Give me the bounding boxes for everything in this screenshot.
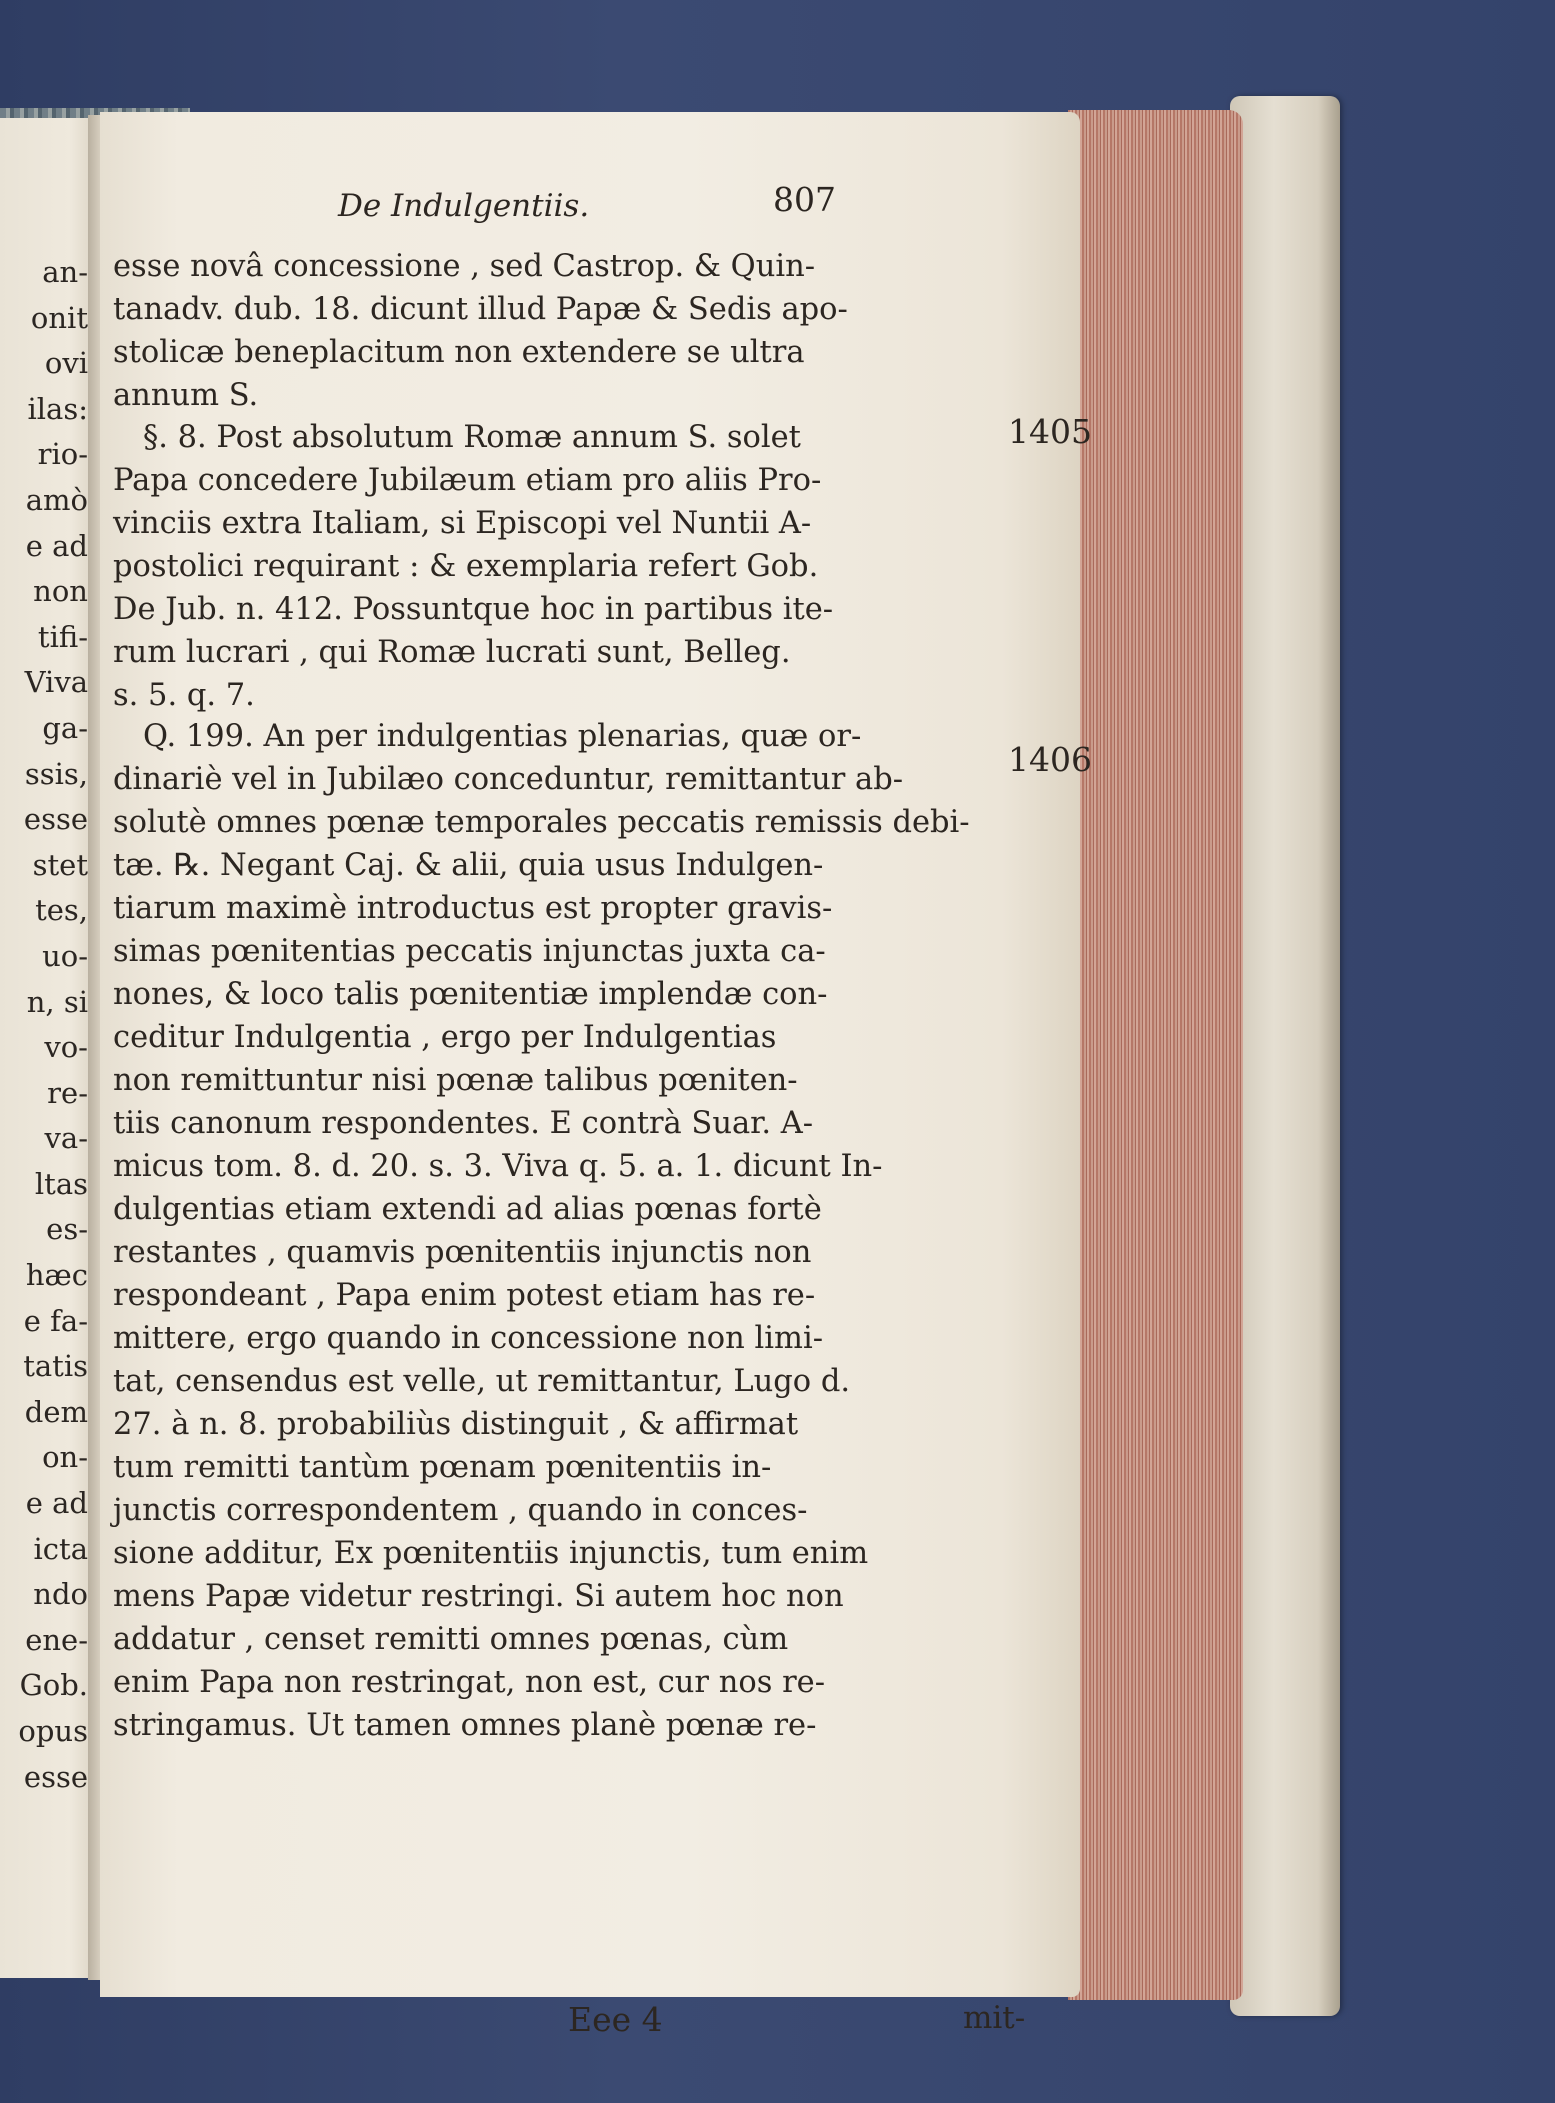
previous-page-fragment: ilas:	[27, 391, 88, 426]
previous-page-fragment: uo-	[42, 938, 88, 973]
text-line: s. 5. q. 7.	[113, 678, 255, 713]
text-line: restantes , quamvis pœnitentiis injunctis non	[113, 1235, 812, 1270]
text-line: respondeant , Papa enim potest etiam has re-	[113, 1278, 816, 1313]
previous-page-fragment: an-	[42, 255, 88, 289]
text-line: tiarum maximè introductus est propter gravis-	[113, 891, 833, 926]
previous-page-fragment: re-	[47, 1075, 88, 1110]
marginal-number: 1405	[1008, 412, 1092, 451]
text-line: stringamus. Ut tamen omnes planè pœnæ re-	[113, 1708, 817, 1743]
text-line: esse novâ concessione , sed Castrop. & Quin-	[113, 249, 816, 284]
text-line: postolici requirant : & exemplaria refert Gob.	[113, 549, 819, 584]
previous-page-fragment: e ad	[25, 1486, 88, 1521]
text-line: Papa concedere Jubilæum etiam pro aliis Pro-	[113, 463, 822, 498]
previous-page-fragment: es-	[46, 1212, 88, 1247]
previous-page-fragment: ndo	[33, 1577, 88, 1612]
text-line: §. 8. Post absolutum Romæ annum S. solet	[143, 420, 801, 455]
text-line: addatur , censet remitti omnes pœnas, cùm	[113, 1622, 789, 1657]
text-line: dinariè vel in Jubilæo conceduntur, remittantur ab-	[113, 762, 904, 797]
text-line: mens Papæ videtur restringi. Si autem hoc non	[113, 1579, 844, 1614]
page-number: 807	[773, 180, 836, 219]
text-line: tanadv. dub. 18. dicunt illud Papæ & Sedis apo-	[113, 292, 848, 327]
text-line: tum remitti tantùm pœnam pœnitentiis in-	[113, 1450, 772, 1485]
text-line: dulgentias etiam extendi ad alias pœnas fortè	[113, 1192, 822, 1227]
text-line: ceditur Indulgentia , ergo per Indulgentias	[113, 1020, 777, 1055]
previous-page-fragment: rio-	[37, 437, 88, 472]
text-line: sione additur, Ex pœnitentiis injunctis, tum enim	[113, 1536, 869, 1571]
text-line: simas pœnitentias peccatis injunctas juxta ca-	[113, 934, 826, 969]
previous-page-fragment: n, si	[26, 984, 88, 1019]
text-line: tat, censendus est velle, ut remittantur, Lugo d.	[113, 1364, 851, 1399]
previous-page-fragment: ene-	[25, 1622, 88, 1657]
text-line: rum lucrari , qui Romæ lucrati sunt, Belleg.	[113, 635, 791, 670]
text-line: annum S.	[113, 378, 259, 413]
running-title: De Indulgentiis.	[338, 188, 590, 224]
text-line: micus tom. 8. d. 20. s. 3. Viva q. 5. a. 1. dicunt In-	[113, 1149, 883, 1184]
previous-page-fragment: esse	[23, 1759, 88, 1794]
previous-page-fragment: e fa-	[23, 1303, 88, 1338]
text-line: 27. à n. 8. probabiliùs distinguit , & affirmat	[113, 1407, 799, 1442]
previous-page-fragment: non	[33, 574, 88, 609]
catchword: mit-	[963, 2000, 1026, 2036]
previous-page-fragment: ovi	[44, 346, 88, 381]
previous-page-fragment: opus	[18, 1714, 88, 1748]
text-line: De Jub. n. 412. Possuntque hoc in partibus ite-	[113, 592, 834, 627]
previous-page-fragment: dem	[24, 1394, 88, 1429]
text-line: enim Papa non restringat, non est, cur nos re-	[113, 1665, 825, 1700]
previous-page-fragment: icta	[33, 1531, 88, 1566]
text-line: vinciis extra Italiam, si Episcopi vel Nuntii A-	[113, 506, 812, 541]
text-line: nones, & loco talis pœnitentiæ implendæ con-	[113, 977, 828, 1012]
previous-page-fragment: vo-	[44, 1030, 88, 1065]
text-line: tæ. ℞. Negant Caj. & alii, quia usus Indulgen-	[113, 848, 824, 883]
previous-page-fragment: on-	[42, 1440, 88, 1475]
previous-page-fragment: ga-	[42, 710, 88, 745]
previous-page-fragment: tes,	[35, 893, 88, 928]
previous-page-fragment: hæc	[25, 1258, 88, 1293]
text-line: Q. 199. An per indulgentias plenarias, quæ or-	[143, 719, 862, 754]
text-line: non remittuntur nisi pœnæ talibus pœniten-	[113, 1063, 798, 1098]
previous-page-fragment: esse	[23, 802, 88, 837]
text-line: tiis canonum respondentes. E contrà Suar. A-	[113, 1106, 814, 1141]
previous-page-fragment: Gob.	[19, 1668, 88, 1703]
previous-page-fragment: ltas	[34, 1166, 88, 1201]
book-cover-board	[1230, 96, 1340, 2016]
previous-page-fragment: e ad	[25, 528, 88, 563]
previous-page-fragment: stet	[32, 847, 88, 882]
previous-page-fragment: ssis,	[24, 756, 88, 791]
page-header	[113, 180, 883, 230]
previous-page-fragment: tatis	[23, 1349, 88, 1384]
previous-page-fragment: va-	[44, 1121, 88, 1156]
previous-page-fragment: amò	[25, 482, 88, 517]
previous-page-fragment: Viva	[24, 665, 88, 700]
text-line: junctis correspondentem , quando in conces-	[113, 1493, 808, 1528]
text-line: stolicæ beneplacitum non extendere se ultra	[113, 335, 805, 370]
previous-page-fragment: onit	[30, 300, 88, 335]
signature-mark: Eee 4	[568, 2000, 663, 2039]
marginal-number: 1406	[1008, 740, 1092, 779]
page-fore-edge	[1068, 110, 1243, 2000]
previous-page-text	[0, 250, 92, 1870]
text-line: mittere, ergo quando in concessione non limi-	[113, 1321, 824, 1356]
previous-page-fragment: tifi-	[37, 619, 88, 654]
text-line: solutè omnes pœnæ temporales peccatis remissis debi-	[113, 805, 970, 840]
